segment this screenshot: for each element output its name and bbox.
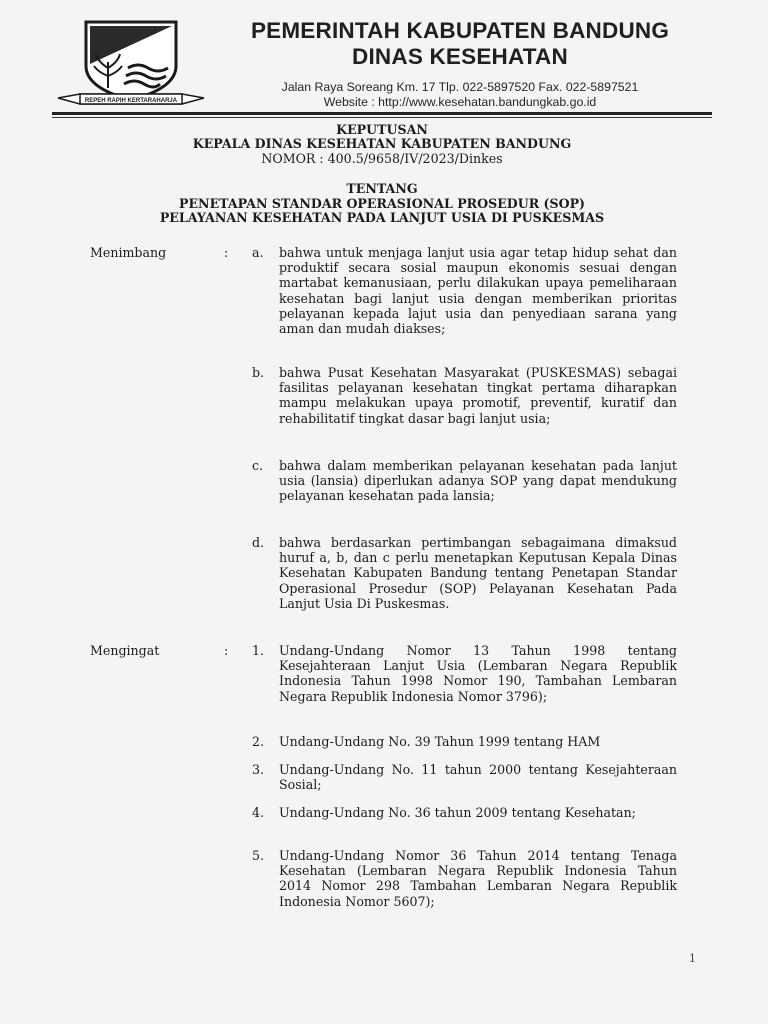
letterhead-website: Website : http://www.kesehatan.bandungkab.go.id <box>323 95 597 109</box>
list-item: Undang-Undang No. 11 tahun 2000 tentang Kesejahteraan Sosial; <box>279 762 677 793</box>
item-marker: 5. <box>252 848 265 863</box>
list-item: bahwa berdasarkan pertimbangan sebagaimana dimaksud huruf a, b, dan c perlu menetapkan Keputusan Kepala Dinas Kesehatan Kabupaten Bandung tentang Penetapan Standar Operasional Prosedur (SOP) Pelayanan Kesehatan Pada Lanjut Usia Di Puskesmas. <box>279 535 677 611</box>
section-label-menimbang: Menimbang <box>90 245 167 260</box>
item-marker: a. <box>252 245 264 260</box>
item-marker: 4. <box>252 805 265 820</box>
list-item: bahwa dalam memberikan pelayanan kesehatan pada lanjut usia (lansia) diperlukan adanya SOP yang dapat mendukung pelayanan kesehatan pada lansia; <box>279 458 677 504</box>
page-number: 1 <box>689 952 696 965</box>
item-marker: 2. <box>252 734 265 749</box>
logo-motto: REPEH RAPIH KERTARAHARJA <box>84 98 178 104</box>
section-colon: : <box>224 643 229 658</box>
decision-title: KEPUTUSAN <box>336 122 428 137</box>
decision-subject-line2: PELAYANAN KESEHATAN PADA LANJUT USIA DI PUSKESMAS <box>159 210 605 225</box>
item-marker: 3. <box>252 762 265 777</box>
decision-subject-line1: PENETAPAN STANDAR OPERASIONAL PROSEDUR (SOP) <box>178 196 586 211</box>
list-item: Undang-Undang No. 39 Tahun 1999 tentang HAM <box>279 734 601 749</box>
decision-issuer: KEPALA DINAS KESEHATAN KABUPATEN BANDUNG <box>192 136 572 151</box>
letterhead-government: PEMERINTAH KABUPATEN BANDUNG <box>250 18 670 43</box>
letterhead-rule-thin <box>52 117 712 118</box>
decision-number: NOMOR : 400.5/9658/IV/2023/Dinkes <box>261 151 503 166</box>
item-marker: d. <box>252 535 265 550</box>
list-item: bahwa Pusat Kesehatan Masyarakat (PUSKESMAS) sebagai fasilitas pelayanan kesehatan tingkat pertama diharapkan mampu melakukan upaya promotif, preventif, kuratif dan rehabilitatif tingkat dasar bagi lanjut usia; <box>279 365 677 426</box>
item-marker: 1. <box>252 643 265 658</box>
letterhead-rule-thick <box>52 112 712 115</box>
letterhead-agency: DINAS KESEHATAN <box>352 44 568 69</box>
section-label-mengingat: Mengingat <box>90 643 160 658</box>
list-item: Undang-Undang No. 36 tahun 2009 tentang Kesehatan; <box>279 805 636 820</box>
item-marker: c. <box>252 458 264 473</box>
list-item: bahwa untuk menjaga lanjut usia agar tetap hidup sehat dan produktif secara sosial maupun ekonomis sesuai dengan martabat kemanusiaan, perlu dilakukan upaya pemeliharaan kesehatan bagi lanjut usia dengan memberikan prioritas pelayanan kepada lajut usia dan penyediaan sarana yang aman dan mudah diakses; <box>279 245 677 337</box>
decision-about: TENTANG <box>346 181 418 196</box>
kabupaten-bandung-emblem <box>56 18 206 106</box>
section-colon: : <box>224 245 229 260</box>
letterhead-address: Jalan Raya Soreang Km. 17 Tlp. 022-5897520 Fax. 022-5897521 <box>281 80 639 94</box>
item-marker: b. <box>252 365 265 380</box>
list-item: Undang-Undang Nomor 36 Tahun 2014 tentang Tenaga Kesehatan (Lembaran Negara Republik Indonesia Tahun 2014 Nomor 298 Tambahan Lembaran Negara Republik Indonesia Nomor 5607); <box>279 848 677 909</box>
list-item: Undang-Undang Nomor 13 Tahun 1998 tentang Kesejahteraan Lanjut Usia (Lembaran Negara Republik Indonesia Tahun 1998 Nomor 190, Tambahan Lembaran Negara Republik Indonesia Nomor 3796); <box>279 643 677 704</box>
